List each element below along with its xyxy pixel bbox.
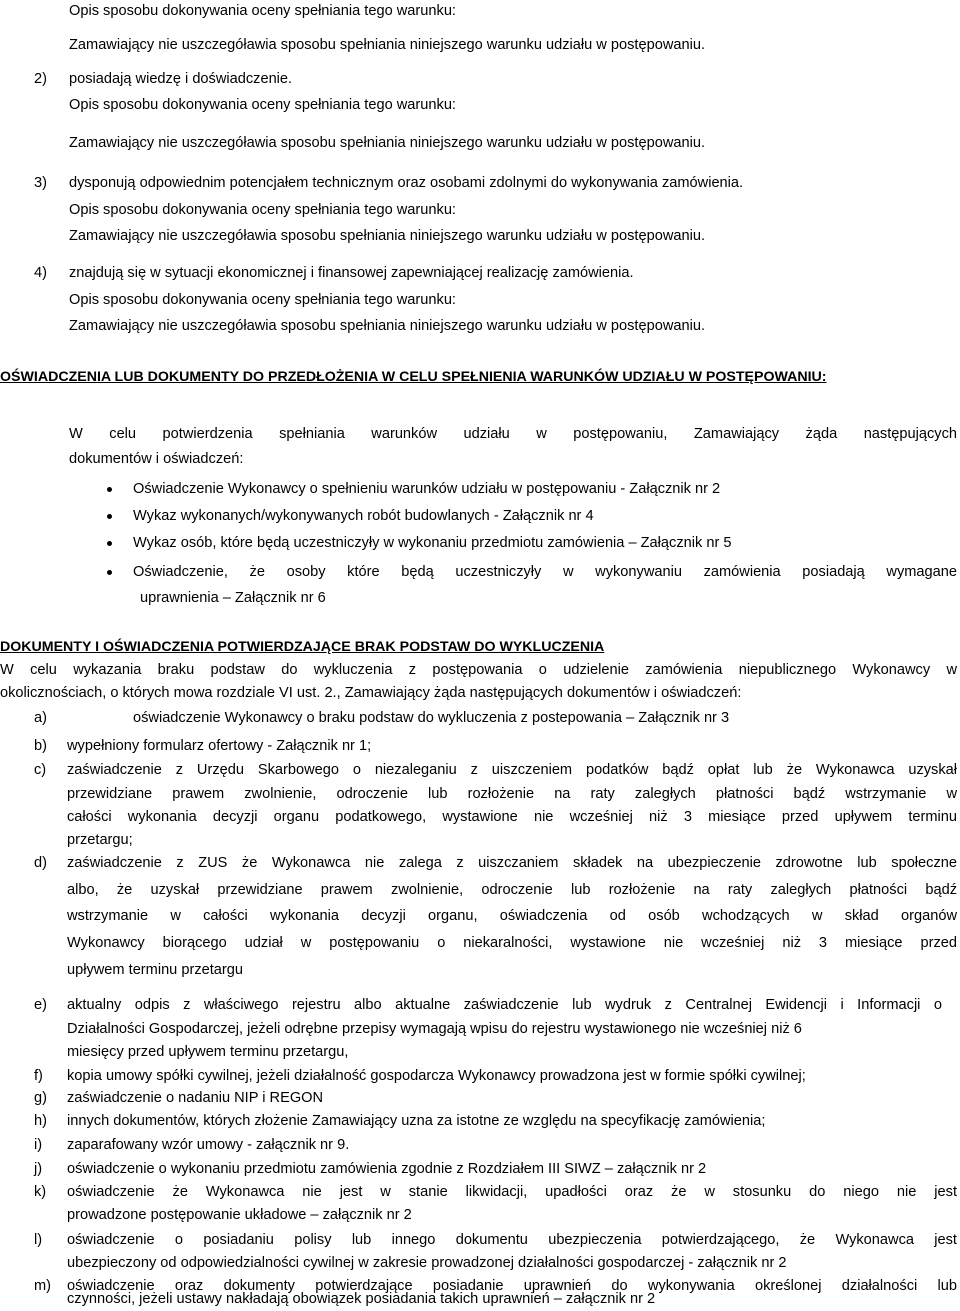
item-c-line: zaświadczenie z Urzędu Skarbowego o niezaleganiu z uiszczeniem podatków bądź opłat lub że Wykonawca uzyskał — [67, 762, 957, 778]
bullet-dot — [107, 570, 112, 575]
item-h-line: innych dokumentów, których złożenie Zamawiający uzna za istotne ze względu na specyfikację zamówienia; — [67, 1113, 766, 1129]
item-e-line: miesięcy przed upływem terminu przetargu, — [67, 1044, 349, 1060]
item-label: i) — [34, 1137, 43, 1153]
statements-intro-line-1: W celu potwierdzenia spełniania warunków udziału w postępowaniu, Zamawiający żąda następujących — [69, 426, 957, 442]
statements-heading: OŚWIADCZENIA LUB DOKUMENTY DO PRZEDŁOŻENIA W CELU SPEŁNIENIA WARUNKÓW UDZIAŁU W POSTĘPOWANIU: — [0, 369, 827, 385]
item-j-line: oświadczenie o wykonaniu przedmiotu zamówienia zgodnie z Rozdziałem III SIWZ – załącznik nr 2 — [67, 1161, 707, 1177]
bullet-dot — [107, 487, 112, 492]
item-f-line: kopia umowy spółki cywilnej, jeżeli działalność gospodarcza Wykonawcy prowadzona jest w formie spółki cywilnej; — [67, 1068, 806, 1084]
item-label: d) — [34, 855, 47, 871]
exclusion-intro-line-1: W celu wykazania braku podstaw do wykluczenia z postępowania o udzielenie zamówienia niepublicznego Wykonawcy w — [0, 662, 957, 678]
condition-3-desc-label: Opis sposobu dokonywania oceny spełniania tego warunku: — [69, 202, 456, 218]
item-d-line: upływem terminu przetargu — [67, 962, 244, 978]
item-d-line: wstrzymanie w całości wykonania decyzji organu, oświadczenia od osób wchodzących w skład organów — [67, 908, 957, 924]
item-label: m) — [34, 1278, 52, 1294]
item-label: c) — [34, 762, 47, 778]
item-label: a) — [34, 710, 47, 726]
condition-1-desc-text: Zamawiający nie uszczegóławia sposobu spełniania niniejszego warunku udziału w postępowaniu. — [69, 37, 706, 53]
item-c-line: przewidziane prawem zwolnienie, odroczenie lub rozłożenie na raty zaległych płatności bądź wstrzymanie w — [67, 786, 957, 802]
item-label: h) — [34, 1113, 47, 1129]
statements-intro-line-2: dokumentów i oświadczeń: — [69, 451, 244, 467]
item-c-line: całości wykonania decyzji organu podatkowego, wystawione nie wcześniej niż 3 miesiące przed upływem terminu — [67, 809, 957, 825]
item-d-line: albo, że uzyskał przewidziane prawem zwolnienie, odroczenie lub rozłożenie na raty zaległych płatności bądź — [67, 882, 957, 898]
item-label: g) — [34, 1090, 47, 1106]
bullet-item: Wykaz wykonanych/wykonywanych robót budowlanych - Załącznik nr 4 — [133, 508, 594, 524]
item-m-line: czynności, jeżeli ustawy nakładają obowiązek posiadania takich uprawnień – załącznik nr 2 — [67, 1291, 656, 1307]
item-g-line: zaświadczenie o nadaniu NIP i REGON — [67, 1090, 324, 1106]
bullet-item: Oświadczenie, że osoby które będą uczestniczyły w wykonywaniu zamówienia posiadają wymagane — [133, 564, 957, 580]
condition-2-desc-label: Opis sposobu dokonywania oceny spełniania tego warunku: — [69, 97, 456, 113]
condition-2-number: 2) — [34, 71, 47, 87]
item-d-line: zaświadczenie z ZUS że Wykonawca nie zalega z uiszczaniem składek na ubezpieczenie zdrowotne lub społeczne — [67, 855, 957, 871]
item-label: j) — [34, 1161, 43, 1177]
exclusion-intro-line-2: okolicznościach, o których mowa rozdziale VI ust. 2., Zamawiający żąda następujących dokumentów i oświadczeń: — [0, 685, 742, 701]
item-a-line: oświadczenie Wykonawcy o braku podstaw do wykluczenia z postepowania – Załącznik nr 3 — [133, 710, 730, 726]
bullet-item-continuation: uprawnienia – Załącznik nr 6 — [140, 590, 326, 606]
bullet-item: Oświadczenie Wykonawcy o spełnieniu warunków udziału w postępowaniu - Załącznik nr 2 — [133, 481, 721, 497]
condition-1-desc-label: Opis sposobu dokonywania oceny spełniania tego warunku: — [69, 3, 456, 19]
condition-2-text: posiadają wiedzę i doświadczenie. — [69, 71, 293, 87]
item-label: l) — [34, 1232, 43, 1248]
item-b-line: wypełniony formularz ofertowy - Załącznik nr 1; — [67, 738, 372, 754]
item-c-line: przetargu; — [67, 832, 133, 848]
item-e-line: Działalności Gospodarczej, jeżeli odrębne przepisy wymagają wpisu do rejestru wystawionego nie wcześniej niż 6 — [67, 1021, 802, 1037]
item-label: b) — [34, 738, 47, 754]
bullet-dot — [107, 541, 112, 546]
item-l-line: oświadczenie o posiadaniu polisy lub innego dokumentu ubezpieczenia potwierdzającego, że Wykonawca jest — [67, 1232, 957, 1248]
condition-4-desc-text: Zamawiający nie uszczegóławia sposobu spełniania niniejszego warunku udziału w postępowaniu. — [69, 318, 706, 334]
exclusion-heading: DOKUMENTY I OŚWIADCZENIA POTWIERDZAJĄCE BRAK PODSTAW DO WYKLUCZENIA — [0, 639, 605, 655]
condition-3-number: 3) — [34, 175, 47, 191]
condition-4-number: 4) — [34, 265, 47, 281]
item-m-line: oświadczenie oraz dokumenty potwierdzające posiadanie uprawnień do wykonywania określonej działalności lub — [67, 1278, 957, 1294]
item-e-line: aktualny odpis z właściwego rejestru albo aktualne zaświadczenie lub wydruk z Centralnej Ewidencji i Informacji o — [67, 997, 942, 1013]
item-l-line: ubezpieczony od odpowiedzialności cywilnej w zakresie prowadzonej działalności gospodarczej - załącznik nr 2 — [67, 1255, 787, 1271]
condition-4-text: znajdują się w sytuacji ekonomicznej i finansowej zapewniającej realizację zamówienia. — [69, 265, 634, 281]
condition-2-desc-text: Zamawiający nie uszczegóławia sposobu spełniania niniejszego warunku udziału w postępowaniu. — [69, 135, 706, 151]
bullet-item: Wykaz osób, które będą uczestniczyły w wykonaniu przedmiotu zamówienia – Załącznik nr 5 — [133, 535, 732, 551]
item-k-line: oświadczenie że Wykonawca nie jest w stanie likwidacji, upadłości oraz że w stosunku do niego nie jest — [67, 1184, 957, 1200]
item-k-line: prowadzone postępowanie układowe – załącznik nr 2 — [67, 1207, 412, 1223]
condition-4-desc-label: Opis sposobu dokonywania oceny spełniania tego warunku: — [69, 292, 456, 308]
item-d-line: Wykonawcy biorącego udział w postępowaniu o niekaralności, wystawione nie wcześniej niż 3 miesiące przed — [67, 935, 957, 951]
condition-3-text: dysponują odpowiednim potencjałem technicznym oraz osobami zdolnymi do wykonywania zamówienia. — [69, 175, 744, 191]
item-label: k) — [34, 1184, 47, 1200]
condition-3-desc-text: Zamawiający nie uszczegóławia sposobu spełniania niniejszego warunku udziału w postępowaniu. — [69, 228, 706, 244]
item-i-line: zaparafowany wzór umowy - załącznik nr 9. — [67, 1137, 350, 1153]
item-label: e) — [34, 997, 47, 1013]
item-label: f) — [34, 1068, 43, 1084]
bullet-dot — [107, 514, 112, 519]
